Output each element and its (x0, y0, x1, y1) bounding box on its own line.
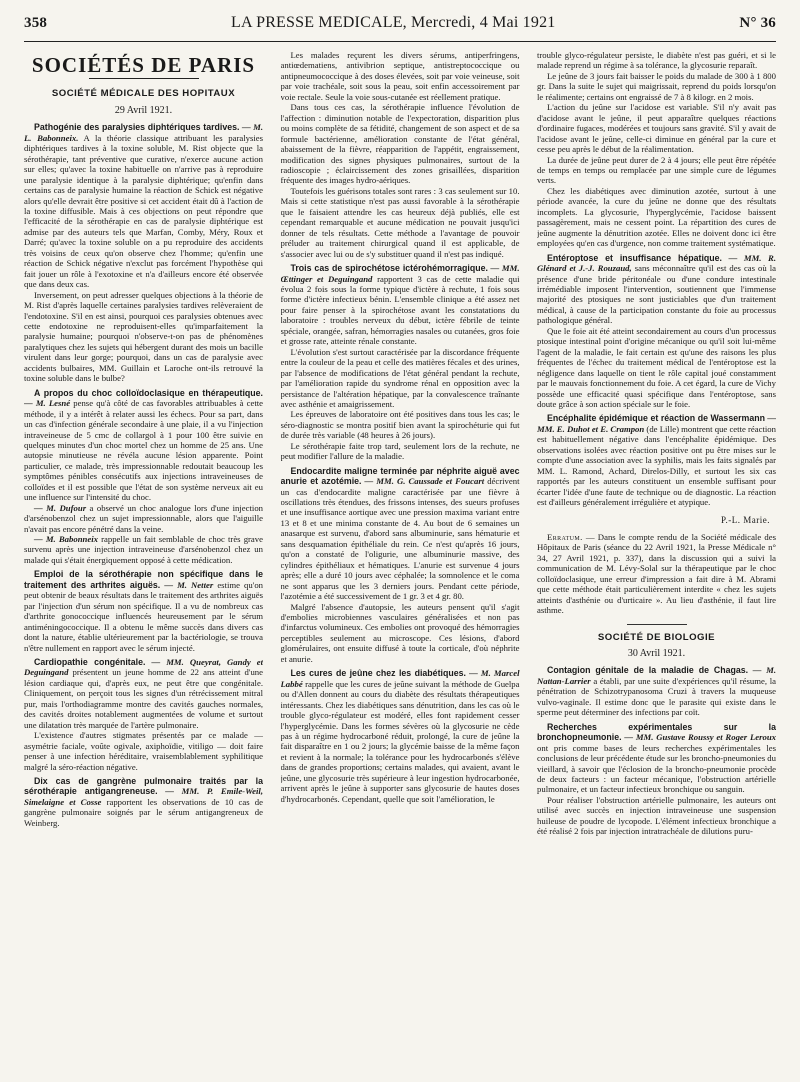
article-title: Dix cas de gangrène pulmonaire traités par la sérothérapie antigangreneuse. (24, 776, 263, 797)
article-title: Entéroptose et insuffisance hépatique. (547, 252, 722, 263)
columns (24, 50, 776, 1070)
article-author: — M. Lesné (24, 398, 71, 409)
article-jeune (281, 668, 520, 804)
article-spirochetose (281, 263, 520, 462)
society-title: SOCIÉTÉ DE BIOLOGIE (597, 631, 716, 643)
divider (627, 624, 687, 625)
article-text: L'évolution s'est surtout caractérisée par la discordance fréquente entre la couleur de la peau et celle des matières fécales et des urines, par l'absence de modifications de l'état général pendant la rechute, par l'amélioration rapide du syndrome rénal en opposition avec la persistance de l'altération hépatique, par la convalescence traînante avec asthénie et amaigrissement. (280, 346, 520, 409)
header-rule (24, 41, 776, 42)
article-author: — MM. E. Duhot et E. Crampon (537, 413, 776, 434)
article-text: trouble glyco-régulateur persiste, le diabète n'est pas guéri, et si le malade reprend un régime à sa tolérance, la glycosurie reparaît. (537, 50, 776, 71)
article-text: ont pris comme bases de leurs recherches expérimentales les conclusions de leur précédente étude sur les broncho-pneumonies du vieillard, à savoir que l'éclosion de la broncho-pneumonie procède de deux facteurs : un facteur mécanique, l'obstruction artérielle pulmonaire, et un facteur infectieux bronchique ou sanguin. (537, 742, 776, 795)
article-text: Inversement, on peut adresser quelques objections à la théorie de M. Rist d'après laquelle certaines paralysies tardives relèveraient de l'endotoxine. S'il en est ainsi, pourquoi ces paralysies obtenues avec cette endotoxine ne reproduisent-elles qu'imparfaitement la paralysie humaine; pourquoi n'observe-t-on pas de phénomènes paralytiques chez les sujets qui hébergent durant des mois un bacille virulent dans leur gorge; pourquoi, dans un cas de paralysie avec accidents bulbaires, MM. Guillain et Laroche ont-ils retrouvé la toxine soluble dans le bulbe? (24, 289, 263, 384)
article-text: Malgré l'absence d'autopsie, les auteurs pensent qu'il s'agit d'embolies microbiennes vasculaires généralisées et non pas d'infarctus volumineux. Ces embolies ont provoqué des hémorragies perceptibles seulement au microscope. Ces lésions, d'abord glomérulaires, ont ensuite diffusé à toute la corticale, d'où néphrite et anurie. (280, 601, 520, 664)
article-chagas (537, 665, 776, 717)
article-text: a établi, par une suite d'expériences qu'il résume, la pénétration de Schizotrypanosoma Cruzi à travers la muqueuse vulvo-vaginale. Il estime donc que le parasite qui existe dans le sperme peut déterminer des infections par coït. (537, 675, 776, 718)
article-author: — M. Nattan-Larrier (537, 665, 776, 686)
article-author: — MM. G. Caussade et Foucart (364, 476, 485, 487)
article-text: L'existence d'autres stigmates présentés par ce malade — asymétrie faciale, voûte ogivale, axiphoïdie, vitiligo — doit faire penser à une infection héréditaire, vraisemblablement syphilitique malgré la séro-réaction négative. (24, 730, 263, 772)
signature: P.-L. Marie. (721, 515, 770, 526)
article-paralysies (24, 122, 263, 383)
article-title: Pathogénie des paralysies diphtériques tardives. (34, 122, 240, 133)
article-text: Le sérothérapie faite trop tard, seulement lors de la rechute, ne peut modifier l'allure de la maladie. (280, 440, 520, 462)
article-choc (24, 388, 263, 566)
article-author: — M. L. Babonneix. (24, 122, 263, 143)
article-text: La durée de jeûne peut durer de 2 à 4 jours; elle peut être répétée de temps en temps ou remplacée par une simple cure de légumes verts. (537, 154, 776, 186)
page-header (24, 14, 776, 38)
article-title: Trois cas de spirochétose ictérohémorragique. (290, 263, 488, 274)
article-author: — M. Marcel Labbé (280, 668, 520, 689)
article-text: Dans tous ces cas, la sérothérapie influence l'évolution de l'affection : diminution notable de l'expectoration, disparition plus ou moins complète de sa fétidité, changement de son aspect et de sa formule bactérienne, amélioration constante de l'état général, abaissement de la fièvre, réapparition de l'appétit, engraissement, modification des signes physiques pulmonaires, surtout de la radioscopie ; éclaircissement des zones grisaillées, disparition fréquente des images hydro-aériques. (280, 102, 520, 186)
article-author: — M. Babonneix (34, 534, 98, 545)
article-text: Chez les diabétiques avec diminution azotée, surtout à une période avancée, la cure du jeûne ne donne que des résultats incomplets. La glycosurie, l'hyperglycémie, l'acidose baissent passagèrement, mais ne cessent point. La répartition des cures de jeûne augmente la dénutrition azotée. Elles ne doivent donc ici être employées qu'en cas d'urgence, non comme traitement systématique. (537, 185, 776, 249)
section-rule (89, 78, 199, 79)
column-1 (24, 50, 263, 1070)
article-author: — MM. P. Emile-Weil, Simelaigne et Cosse (24, 786, 263, 807)
column-3 (537, 50, 776, 1070)
page-number: 358 (24, 15, 48, 31)
issue-number: N° 36 (739, 15, 776, 31)
article-text: (de Lille) montrent que cette réaction est habituellement négative dans l'encéphalite épidémique. Des observations isolées avec réaction positive ont pu être mises sur le compte d'une association avec la syphilis, mais les faits signalés par MM. L. Ramond, Achard, Direlos-Dilly, et surtout les six cas rapportés par les auteurs constituent un ensemble suffisant pour écarter l'idée d'une faute de technique ou de diagnostic. La réaction est d'ailleurs généralement irrégulière et atypique. (537, 423, 776, 508)
article-author: — M. Netter (164, 579, 214, 590)
article-text: a observé un choc analogue lors d'une injection d'arsénobenzol chez un sujet impressionnable, alors que l'aiguille n'avait pas encore pénétré dans la veine. (24, 502, 263, 534)
article-text: sans méconnaître qu'il est des cas où la présence d'une bride péritonéale ou d'une condure intestinale irrémédiable imposent l'intervention, soutiennent que l'immense majorité des ptosiques ne sont justiciables que d'un traitement médical, à cause de la participation constante du foie au processus pathologique général. (537, 263, 776, 326)
erratum-label: Erratum. (547, 531, 583, 542)
article-text: Le jeûne de 3 jours fait baisser le poids du malade de 300 à 1 800 gr. Dans la suite le sujet qui maigrissait, reprend du poids lorsqu'on le réalimente; certains ont engraissé de 7 à 8 kilogr. en 2 mois. (537, 70, 776, 102)
article-author: — MM. Queyrat, Gandy et Deguingand (24, 657, 263, 678)
article-text: rapportent les observations de 10 cas de gangrène pulmonaire soignés par le sérum antigangreneux de Weinberg. (24, 796, 263, 828)
article-text: A la théorie classique attribuant les paralysies diphtériques tardives à la toxine soluble, M. Rist objecte que la sérothérapie, tant préventive que curative, n'exerce aucune action sur elles; qu'avec la toxine habituelle on n'arrive pas à reproduire une paralysie identique à la paralysie diphtérique; qu'enfin dans certains cas de paralysie humaine la réaction de Schick est négative alors qu'elle devrait être positive si cet accident était dû à l'action de la toxine diffusible. Mais à ces objections on peut répondre que l'efficacité de la sérothérapie en cas de paralysie diphtérique est admise par des auteurs tels que Marfan, Comby, Méry, Roux et Darré; qu'avec la toxine soluble on a pu reproduire des accidents très voisins de ceux qu'on observe chez l'homme; qu'enfin une réaction de Schick négative n'exclut pas forcément l'hypothèse qui fait jouer un rôle à l'exotoxine et n'a d'ailleurs encore été observée que dans deux cas. (24, 132, 263, 290)
article-text: Les malades reçurent les divers sérums, antiperfringens, antiœdematiens, antivibrion septique, antistreptococcique ou antipneumococcique à des doses élevées, soit par voie veineuse, soit par voie trachéale, soit sous la peau, soit enfin accessoirement par voie rectale. Seule la voie sous-cutanée est réellement pratique. (280, 50, 520, 102)
article-title: Contagion génitale de la maladie de Chagas. (547, 665, 749, 676)
article-encephalite (537, 413, 776, 507)
article-author: — MM. Gustave Roussy et Roger Leroux (624, 732, 776, 743)
article-cardiopathie (24, 657, 263, 772)
session-date: 30 Avril 1921. (627, 648, 686, 660)
article-title: Cardiopathie congénitale. (34, 657, 146, 668)
article-text: Toutefois les guérisons totales sont rares : 3 cas seulement sur 10. Mais si cette statistique n'est pas aussi favorable à la sérothérapie que le faisaient attendre les cas heureux déjà publiés, elle est cependant remarquable et aucune médication ne pouvait jusqu'ici donner de tels résultats. Cette méthode a l'avantage de pouvoir préluder au traitement chirurgical quand il est applicable, de s'associer avec lui ou de s'y substituer quand il n'est pas indiqué. (280, 185, 520, 259)
article-endocardite (281, 466, 520, 665)
article-text: décrivent un cas d'endocardite maligne caractérisée par une fièvre à oscillations très étendues, des frissons intenses, des sueurs profuses et une insuffisance aortique avec une pression maxima variant entre 13 et 8 et une minima constante de 4. Au bout de 6 semaines un anasarque est survenu, d'abord sans albuminurie, sans hématurie et sans desquamation épithéliale du rein. Ce n'est qu'après 16 jours, qu'on a constaté de l'oligurie, une albuminurie massive, des cylindres épithéliaux et hématiques. L'anurie est survenue 4 jours après; elle a duré 10 jours avec céphalée; la somnolence et le coma ne sont apparus que les 3 derniers jours. Pendant cette période, l'azotémie a été successivement de 1 gr. 3 et 4 gr. 80. (280, 476, 520, 602)
article-title: A propos du choc colloïdoclasique en thérapeutique. (34, 387, 263, 398)
article-text: L'action du jeûne sur l'acidose est variable. S'il n'y avait pas d'acidose avant le jeûne, il peut apparaître quelques réactions d'ordinaire fugaces, modérées et toujours sans gravité. S'il y avait de l'acidose avant le jeûne, celle-ci diminue en général par la cure et cesse peu après le début de la réalimentation. (537, 102, 776, 155)
article-author: — MM. R. Glénard et J.-J. Rouzaud, (537, 252, 776, 274)
article-title: Recherches expérimentales sur la bronchopneumonie. (537, 721, 776, 743)
article-enteroptose (537, 253, 776, 410)
article-gangrene (24, 776, 263, 828)
article-text: Que le foie ait été atteint secondairement au cours d'un processus ptosique intestinal point d'origine mécanique ou qu'il soit lui-même l'agent de la maladie, le fait certain est qu'une des raisons les plus fréquentes de l'échec du traitement médical de l'entéroptose est la négligence dans laquelle on tient le rôle capital joué constamment par le mauvais fonctionnement du foie. A cet égard, la cure de Vichy possède une efficacité quasi spécifique dans l'entéroptose, sans doute grâce à son action spéciale sur le foie. (537, 325, 776, 409)
article-title: Encéphalite épidémique et réaction de Wassermann (547, 413, 765, 424)
article-text: rapportent 3 cas de cette maladie qui évolua 2 fois sous la forme typique d'ictère à rechute, 1 fois sous forme d'ictère infectieux bénin. L'ensemble clinique a été assez net pour faire penser à la spirochétose avant les constatations du laboratoire : troubles nerveux du début, ictère fébrile de teinte spéciale, orangée, safran, hémorragies nasales ou cutanées, gros foie et grosse rate, atteinte rénale constante. (280, 273, 520, 347)
article-title: Les cures de jeûne chez les diabétiques. (290, 668, 466, 679)
journal-title: LA PRESSE MEDICALE, Mercredi, 4 Mai 1921 (231, 14, 556, 31)
erratum-text: — Dans le compte rendu de la Société médicale des Hôpitaux de Paris (séance du 22 Avril 1921, la Presse Médicale n° 34, 27 Avril 1921, p. 337), dans la discussion qui a suivi la communication de M. Lévy-Solal sur la thérapeutique par le choc colloïdoclasique, une erreur d'impression a fait dire à M. Abrami que cette méthode était particulièrement interdite « chez les sujets atteints d'asthénie ou d'urticaire ». Au lieu d'asthénie, il faut lire asthme. (537, 531, 776, 616)
column-2 (281, 50, 520, 1070)
society-title: SOCIÉTÉ MÉDICALE DES HOPITAUX (51, 88, 236, 100)
section-title: SOCIÉTÉS DE PARIS (31, 53, 256, 77)
article-text: rappelle un fait semblable de choc très grave survenu après une injection intraveineuse d'arsénobenzol chez un malade qui s'était énergiquement opposé à cette médication. (24, 534, 263, 565)
article-author: — MM. Œttinger et Deguingand (280, 263, 520, 284)
article-title: Endocardite maligne terminée par néphrite aiguë avec anurie et azotémie. (280, 465, 520, 487)
article-text: estime qu'on peut obtenir de beaux résultats dans le traitement des arthrites aiguës par l'injection d'un sérum non spécifique. Il a vu de nombreux cas d'arthrite gonococcique influencés heureusement par le sérum antiméningococcique. Il a obtenu le même succès dans divers cas dont la nature, établie ultérieurement par la bactériologie, se trouva n'être nullement en rapport avec le sérum injecté. (24, 579, 263, 653)
article-text: Les épreuves de laboratoire ont été positives dans tous les cas; le séro-diagnostic se montra positif bien avant la spirochéturie qui fut de durée très variable (48 heures à 26 jours). (280, 409, 520, 441)
session-date: 29 Avril 1921. (114, 104, 173, 116)
article-serotherapie (24, 569, 263, 653)
article-text: présentent un jeune homme de 22 ans atteint d'une lésion cardiaque qui, d'après eux, ne peut être que congénitale. Cliniquement, on perçoit tous les signes d'un rétrécissement mitral pur, mais l'orthodiagramme montre des cavités gauches normales, des cavités droites notablement augmentées de volume et surtout une dilatation très marquée de l'artère pulmonaire. (24, 667, 263, 730)
article-text: pense qu'à côté de cas favorables attribuables à cette méthode, il y a intérêt à relater aussi les échecs. Pour sa part, dans un cas d'infection générale secondaire à une plaie, il a vu l'injection intraveineuse de 5 cmc de collargol à 1 pour 100 être suivie en quelques minutes d'un choc mortel chez un homme de 25 ans. Une autopsie minutieuse ne révéla aucune lésion apparente. Point particulier, ce malade, très impressionnable redoutait beaucoup les symptômes pénibles consécutifs aux injections intraveineuses de colloïdes et il est possible que l'état de son système nerveux ait eu une influence sur l'intensité du choc. (24, 398, 263, 503)
article-author: — M. Dufour (34, 502, 87, 513)
article-title: Emploi de la sérothérapie non spécifique dans le traitement des arthrites aiguës. (24, 569, 263, 590)
article-text: rappelle que les cures de jeûne suivant la méthode de Guelpa ou d'Allen donnent au cours du diabète des résultats thérapeutiques intéressants. Chez les diabétiques sans dénutrition, dans les cas où le trouble glyco-régulateur est modéré, elles font rapidement cesser l'hyperglycémie. Dans les formes sévères où la glycosurie ne cède pas à un régime hydrocarboné réduit, prolongé, la cure de jeûne la fait disparaître en 1 ou 2 jours; la glycémie baisse de la même façon et revient à la normale; la tolérance pour les hydrocarbonés s'élève dans de grandes proportions; certains malades, qui avaient, avant le jeûne, une glycosurie très supérieure à leur ingestion hydrocarbonée, arrivent après le jeûne à supporter sans glycosurie de hautes doses d'hydrocarbonés. Cependant, quelle que soit l'amélioration, le (280, 678, 520, 804)
article-bronchopneumonie (537, 722, 776, 837)
article-text: Pour réaliser l'obstruction artérielle pulmonaire, les auteurs ont utilisé avec succès en injection intraveineuse une suspension huileuse de poudre de lycopode. L'élément infectieux bronchique a été réalisé 2 fois par injection intratrachéale de dilutions puru- (537, 794, 776, 837)
erratum (537, 532, 776, 616)
